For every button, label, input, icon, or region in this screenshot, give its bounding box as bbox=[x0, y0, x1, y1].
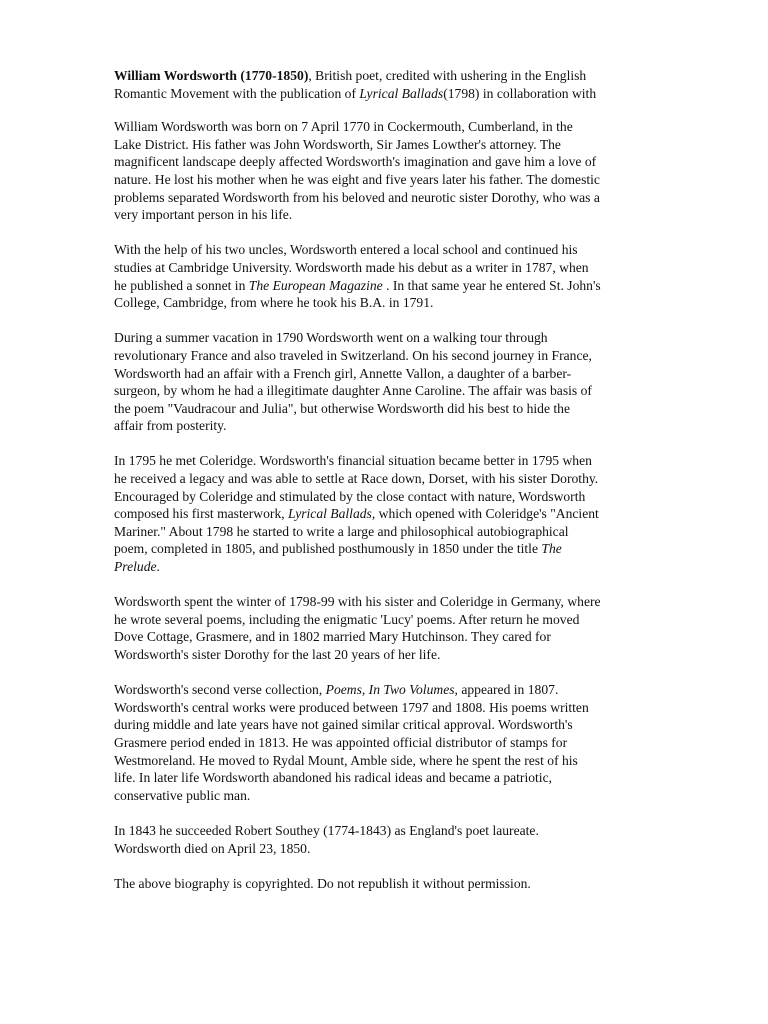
text-line: Encouraged by Coleridge and stimulated by the close contact with nature, Wordsworth bbox=[114, 488, 586, 504]
text-line: during middle and late years have not gained similar critical approval. Wordsworth's bbox=[114, 717, 573, 733]
paragraph-education bbox=[114, 241, 659, 311]
text-line: magnificent landscape deeply affected Wordsworth's imagination and gave him a love of bbox=[114, 154, 597, 170]
text-line: life. In later life Wordsworth abandoned his radical ideas and became a patriotic, bbox=[114, 770, 553, 786]
work-title: Lyrical Ballads bbox=[288, 506, 372, 522]
text-line: William Wordsworth was born on 7 April 1770 in Cockermouth, Cumberland, in the bbox=[114, 119, 573, 135]
text-line: very important person in his life. bbox=[114, 207, 293, 223]
text-line: conservative public man. bbox=[114, 787, 251, 803]
work-title: Lyrical Ballads bbox=[359, 85, 444, 101]
text-line: the poem "Vaudracour and Julia", but otherwise Wordsworth did his best to hide the bbox=[114, 400, 570, 416]
paragraph-laureate bbox=[114, 822, 659, 857]
text-line: he received a legacy and was able to settle at Race down, Dorset, with his sister Dorothy. bbox=[114, 471, 599, 487]
text-line: Prelude. bbox=[114, 559, 160, 575]
intro-line-2: Romantic Movement with the publication of Lyrical Ballads(1798) in collaboration with bbox=[114, 85, 597, 101]
paragraph-germany bbox=[114, 593, 659, 663]
text-line: Lake District. His father was John Wordsworth, Sir James Lowther's attorney. The bbox=[114, 136, 561, 152]
text-line: Mariner." About 1798 he started to write a large and philosophical autobiographical bbox=[114, 523, 569, 539]
text-line: revolutionary France and also traveled in Switzerland. On his second journey in France, bbox=[114, 347, 592, 363]
text-line: affair from posterity. bbox=[114, 418, 227, 434]
paragraph-france bbox=[114, 329, 659, 435]
text-line: poem, completed in 1805, and published posthumously in 1850 under the title The bbox=[114, 541, 562, 557]
paragraph-early-life bbox=[114, 118, 659, 224]
text-line: Westmoreland. He moved to Rydal Mount, Amble side, where he spent the rest of his bbox=[114, 752, 578, 768]
text-line: Wordsworth's central works were produced between 1797 and 1808. His poems written bbox=[114, 699, 589, 715]
text-line: nature. He lost his mother when he was eight and five years later his father. The domestic bbox=[114, 171, 600, 187]
text-line: Grasmere period ended in 1813. He was appointed official distributor of stamps for bbox=[114, 734, 568, 750]
paragraph-later-works bbox=[114, 681, 659, 804]
text-line: he published a sonnet in The European Magazine . In that same year he entered St. John's bbox=[114, 277, 601, 293]
text-line: College, Cambridge, from where he took his B.A. in 1791. bbox=[114, 295, 434, 311]
paragraph-coleridge bbox=[114, 452, 659, 575]
text-line: During a summer vacation in 1790 Wordsworth went on a walking tour through bbox=[114, 330, 548, 346]
intro-paragraph bbox=[114, 67, 659, 102]
text-line: In 1843 he succeeded Robert Southey (1774-1843) as England's poet laureate. bbox=[114, 822, 539, 838]
document-page bbox=[114, 67, 659, 910]
text-line: Wordsworth's sister Dorothy for the last 20 years of her life. bbox=[114, 647, 441, 662]
text-line: With the help of his two uncles, Wordsworth entered a local school and continued his bbox=[114, 242, 578, 258]
text-line: surgeon, by whom he had a illegitimate daughter Anne Caroline. The affair was basis of bbox=[114, 383, 592, 399]
work-title: Prelude bbox=[114, 559, 157, 575]
text-line: studies at Cambridge University. Wordsworth made his debut as a writer in 1787, when bbox=[114, 259, 589, 275]
text-line: Wordsworth had an affair with a French girl, Annette Vallon, a daughter of a barber- bbox=[114, 365, 572, 381]
work-title: The European Magazine bbox=[248, 277, 383, 293]
poet-name: William Wordsworth (1770-1850) bbox=[114, 68, 309, 83]
text-line: In 1795 he met Coleridge. Wordsworth's financial situation became better in 1795 when bbox=[114, 453, 592, 469]
text-line: Wordsworth died on April 23, 1850. bbox=[114, 840, 311, 856]
text-line: he wrote several poems, including the enigmatic 'Lucy' poems. After return he moved bbox=[114, 611, 580, 627]
copyright-notice bbox=[114, 875, 659, 893]
text-line: problems separated Wordsworth from his beloved and neurotic sister Dorothy, who was a bbox=[114, 189, 600, 205]
text-line: The above biography is copyrighted. Do not republish it without permission. bbox=[114, 875, 531, 891]
text-line: Wordsworth's second verse collection, Poems, In Two Volumes, appeared in 1807. bbox=[114, 682, 559, 698]
text-line: Dove Cottage, Grasmere, and in 1802 married Mary Hutchinson. They cared for bbox=[114, 629, 551, 645]
work-title: The bbox=[541, 541, 562, 557]
intro-line-1: William Wordsworth (1770-1850), British poet, credited with ushering in the English bbox=[114, 68, 587, 83]
text-line: Wordsworth spent the winter of 1798-99 with his sister and Coleridge in Germany, where bbox=[114, 594, 601, 610]
work-title: Poems, In Two Volumes bbox=[325, 682, 455, 698]
text-line: composed his first masterwork, Lyrical Ballads, which opened with Coleridge's "Ancient bbox=[114, 506, 599, 522]
